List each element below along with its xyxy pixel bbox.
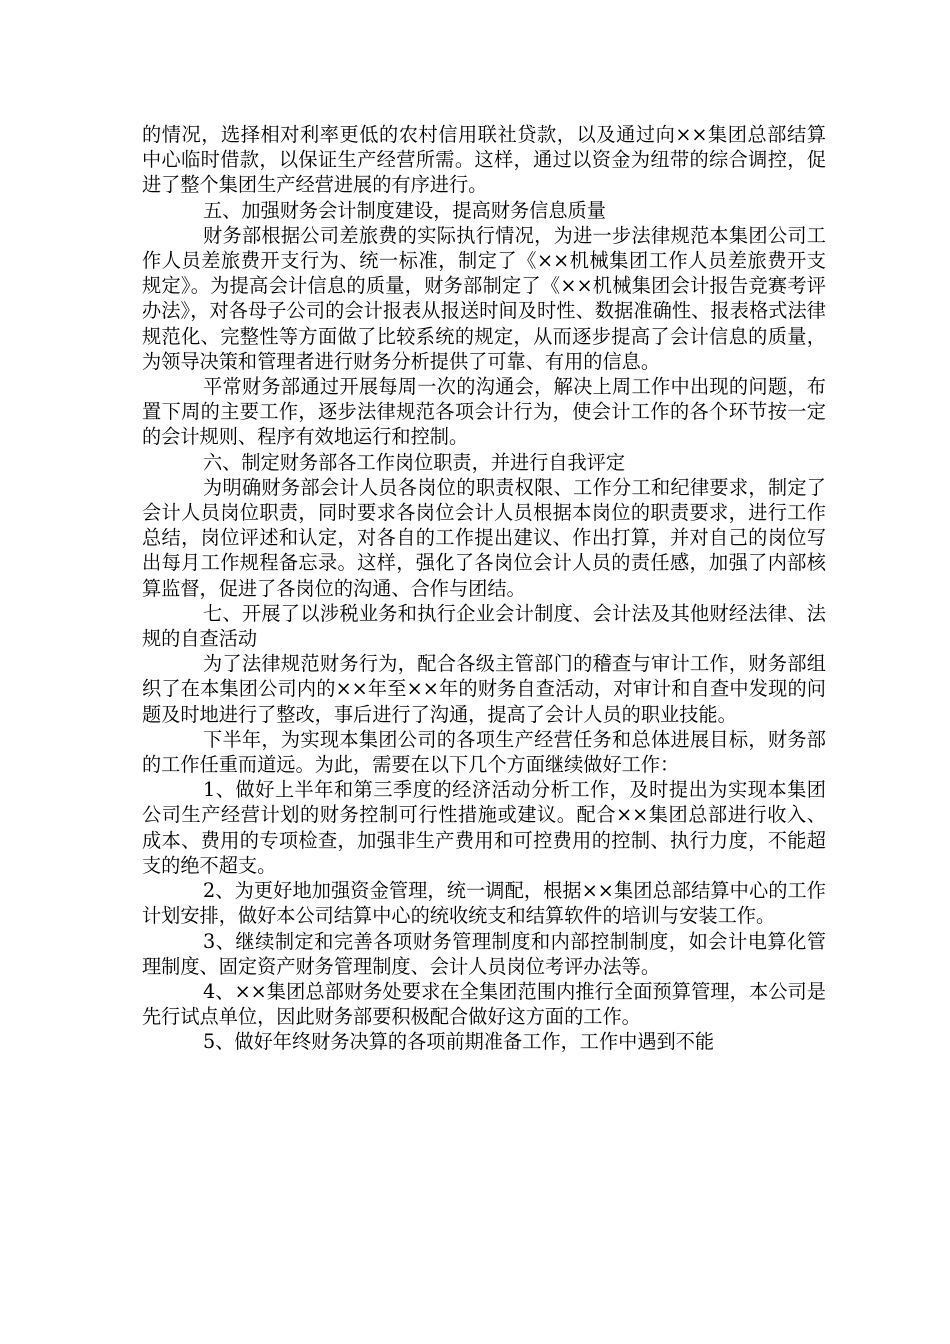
paragraph-continuation: 的情况，选择相对利率更低的农村信用联社贷款，以及通过向××集团总部结算中心临时借款，以保证生产经营所需。这样，通过以资金为纽带的综合调控，促进了整个集团生产经营进展的有序进行。 bbox=[142, 123, 826, 197]
document-body bbox=[142, 122, 826, 1055]
section-heading-5: 五、加强财务会计制度建设，提高财务信息质量 bbox=[203, 198, 606, 222]
paragraph: 财务部根据公司差旅费的实际执行情况，为进一步法律规范本集团公司工作人员差旅费开支行为、统一标准，制定了《××机械集团工作人员差旅费开支规定》。为提高会计信息的质量，财务部制定了《××机械集团会计报告竞赛考评办法》，对各母子公司的会计报表从报送时间及时性、数据准确性、报表格式法律规范化、完整性等方面做了比较系统的规定，从而逐步提高了会计信息的质量，为领导决策和管理者进行财务分析提供了可靠、有用的信息。 bbox=[142, 223, 826, 373]
section-heading-7: 七、开展了以涉税业务和执行企业会计制度、会计法及其他财经法律、法规的自查活动 bbox=[142, 601, 826, 651]
paragraph: 为明确财务部会计人员各岗位的职责权限、工作分工和纪律要求，制定了会计人员岗位职责，同时要求各岗位会计人员根据本岗位的职责要求，进行工作总结，岗位评述和认定，对各自的工作提出建议、作出打算，并对自己的岗位写出每月工作规程备忘录。这样，强化了各岗位会计人员的责任感，加强了内部核算监督，促进了各岗位的沟通、合作与团结。 bbox=[142, 475, 826, 600]
list-item-4: 4、××集团总部财务处要求在全集团范围内推行全面预算管理，本公司是先行试点单位，因此财务部要积极配合做好这方面的工作。 bbox=[142, 979, 826, 1029]
list-item-3: 3、继续制定和完善各项财务管理制度和内部控制制度，如会计电算化管理制度、固定资产财务管理制度、会计人员岗位考评办法等。 bbox=[142, 929, 826, 978]
list-item-1: 1、做好上半年和第三季度的经济活动分析工作，及时提出为实现本集团公司生产经营计划的财务控制可行性措施或建议。配合××集团总部进行收入、成本、费用的专项检查，加强非生产费用和可控费用的控制、执行力度，不能超支的绝不超支。 bbox=[142, 778, 826, 877]
list-item-2: 2、为更好地加强资金管理，统一调配，根据××集团总部结算中心的工作计划安排，做好本公司结算中心的统收统支和结算软件的培训与安装工作。 bbox=[142, 879, 826, 928]
paragraph: 下半年，为实现本集团公司的各项生产经营任务和总体进展目标，财务部的工作任重而道远。为此，需要在以下几个方面继续做好工作： bbox=[142, 727, 826, 777]
paragraph: 为了法律规范财务行为，配合各级主管部门的稽查与审计工作，财务部组织了在本集团公司内的××年至××年的财务自查活动，对审计和自查中发现的问题及时地进行了整改，事后进行了沟通，提高了会计人员的职业技能。 bbox=[142, 652, 826, 726]
paragraph: 平常财务部通过开展每周一次的沟通会，解决上周工作中出现的问题，布置下周的主要工作，逐步法律规范各项会计行为，使会计工作的各个环节按一定的会计规则、程序有效地运行和控制。 bbox=[142, 375, 826, 449]
section-heading-6: 六、制定财务部各工作岗位职责，并进行自我评定 bbox=[203, 450, 626, 474]
list-item-5: 5、做好年终财务决算的各项前期准备工作，工作中遇到不能 bbox=[203, 1030, 715, 1054]
